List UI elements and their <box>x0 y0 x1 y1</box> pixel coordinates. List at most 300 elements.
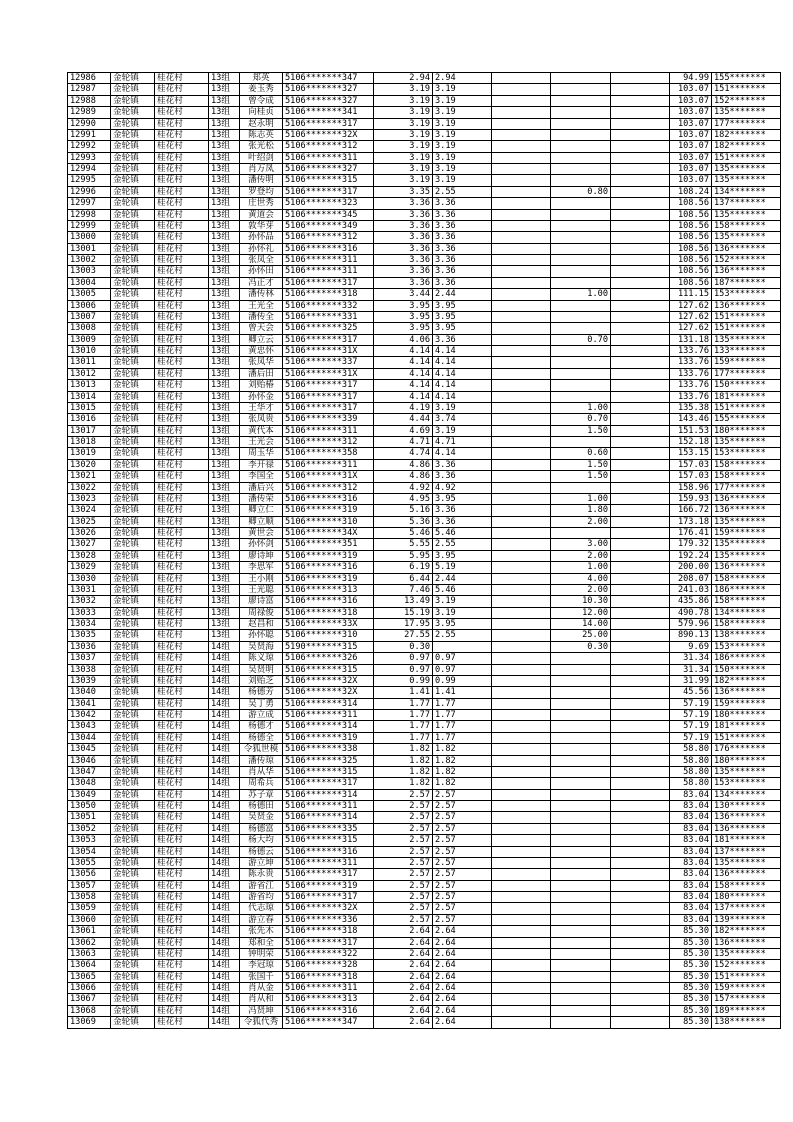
id-number-cell: 5106*******312 <box>283 482 374 493</box>
area-d-cell <box>611 664 670 675</box>
total-area-cell: 2.57 <box>374 857 433 868</box>
town-cell: 金轮镇 <box>111 675 155 686</box>
area-b-cell <box>492 607 551 618</box>
area-d-cell <box>611 857 670 868</box>
village-cell: 桂花村 <box>155 459 209 470</box>
phone-cell: 159******* <box>712 528 781 539</box>
table-row <box>68 573 781 584</box>
table-row <box>68 141 781 152</box>
name-cell: 肖从和 <box>240 994 283 1005</box>
group-cell: 13组 <box>209 243 240 254</box>
name-cell: 张国千 <box>240 971 283 982</box>
area-b-cell <box>492 380 551 391</box>
name-cell: 杨大均 <box>240 835 283 846</box>
group-cell: 13组 <box>209 448 240 459</box>
area-c-cell <box>551 960 611 971</box>
amount-cell: 103.07 <box>670 164 712 175</box>
phone-cell: 135******* <box>712 232 781 243</box>
name-cell: 王小刚 <box>240 573 283 584</box>
id-number-cell: 5106*******319 <box>283 880 374 891</box>
name-cell: 刘贻椿 <box>240 380 283 391</box>
row-number-cell: 13061 <box>68 926 111 937</box>
id-number-cell: 5106*******319 <box>283 505 374 516</box>
group-cell: 13组 <box>209 152 240 163</box>
town-cell: 金轮镇 <box>111 84 155 95</box>
id-number-cell: 5106*******358 <box>283 448 374 459</box>
name-cell: 黄忠怀 <box>240 346 283 357</box>
total-area-cell: 17.95 <box>374 619 433 630</box>
phone-cell: 157******* <box>712 994 781 1005</box>
name-cell: 李冠琼 <box>240 960 283 971</box>
group-cell: 14组 <box>209 744 240 755</box>
table-row <box>68 323 781 334</box>
phone-cell: 151******* <box>712 152 781 163</box>
group-cell: 13组 <box>209 607 240 618</box>
id-number-cell: 5106*******317 <box>283 937 374 948</box>
area-c-cell: 1.80 <box>551 505 611 516</box>
town-cell: 金轮镇 <box>111 641 155 652</box>
area-b-cell <box>492 152 551 163</box>
phone-cell: 182******* <box>712 129 781 140</box>
table-row <box>68 687 781 698</box>
total-area-cell: 3.36 <box>374 198 433 209</box>
area-b-cell <box>492 812 551 823</box>
area-c-cell <box>551 95 611 106</box>
area-d-cell <box>611 721 670 732</box>
area-c-cell <box>551 892 611 903</box>
name-cell: 周玉华 <box>240 448 283 459</box>
village-cell: 桂花村 <box>155 584 209 595</box>
town-cell: 金轮镇 <box>111 95 155 106</box>
row-number-cell: 13047 <box>68 766 111 777</box>
amount-cell: 135.38 <box>670 402 712 413</box>
table-row <box>68 471 781 482</box>
table-row <box>68 732 781 743</box>
area-b-cell <box>492 539 551 550</box>
name-cell: 潘传琼 <box>240 755 283 766</box>
name-cell: 杨德才 <box>240 721 283 732</box>
name-cell: 李思军 <box>240 562 283 573</box>
area-b-cell <box>492 266 551 277</box>
name-cell: 杨德云 <box>240 846 283 857</box>
village-cell: 桂花村 <box>155 539 209 550</box>
village-cell: 桂花村 <box>155 266 209 277</box>
amount-cell: 176.41 <box>670 528 712 539</box>
total-area-cell: 0.97 <box>374 664 433 675</box>
total-area-cell: 5.55 <box>374 539 433 550</box>
area-d-cell <box>611 346 670 357</box>
row-number-cell: 13044 <box>68 732 111 743</box>
total-area-cell: 3.36 <box>374 232 433 243</box>
group-cell: 14组 <box>209 903 240 914</box>
town-cell: 金轮镇 <box>111 960 155 971</box>
area-c-cell: 0.70 <box>551 334 611 345</box>
amount-cell: 241.03 <box>670 584 712 595</box>
phone-cell: 153******* <box>712 448 781 459</box>
town-cell: 金轮镇 <box>111 118 155 129</box>
area-d-cell <box>611 869 670 880</box>
phone-cell: 136******* <box>712 493 781 504</box>
phone-cell: 136******* <box>712 562 781 573</box>
village-cell: 桂花村 <box>155 357 209 368</box>
total-area-cell: 3.95 <box>374 300 433 311</box>
total-area-cell: 2.57 <box>374 880 433 891</box>
town-cell: 金轮镇 <box>111 994 155 1005</box>
group-cell: 13组 <box>209 516 240 527</box>
table-row <box>68 596 781 607</box>
total-area-cell: 3.36 <box>374 209 433 220</box>
amount-cell: 153.15 <box>670 448 712 459</box>
total-area-cell: 2.64 <box>374 1017 433 1028</box>
area-c-cell <box>551 243 611 254</box>
table-row <box>68 493 781 504</box>
group-cell: 14组 <box>209 823 240 834</box>
area-d-cell <box>611 1005 670 1016</box>
area-b-cell <box>492 186 551 197</box>
village-cell: 桂花村 <box>155 641 209 652</box>
area-a-cell: 0.99 <box>433 675 492 686</box>
town-cell: 金轮镇 <box>111 562 155 573</box>
town-cell: 金轮镇 <box>111 869 155 880</box>
town-cell: 金轮镇 <box>111 471 155 482</box>
name-cell: 张先木 <box>240 926 283 937</box>
name-cell: 郑和全 <box>240 937 283 948</box>
id-number-cell: 5106*******316 <box>283 1005 374 1016</box>
area-a-cell: 3.19 <box>433 164 492 175</box>
town-cell: 金轮镇 <box>111 664 155 675</box>
group-cell: 13组 <box>209 186 240 197</box>
area-a-cell: 2.64 <box>433 926 492 937</box>
village-cell: 桂花村 <box>155 528 209 539</box>
area-a-cell: 1.77 <box>433 698 492 709</box>
area-d-cell <box>611 584 670 595</box>
total-area-cell: 4.71 <box>374 437 433 448</box>
area-a-cell: 3.74 <box>433 414 492 425</box>
area-c-cell: 12.00 <box>551 607 611 618</box>
area-c-cell: 25.00 <box>551 630 611 641</box>
town-cell: 金轮镇 <box>111 732 155 743</box>
table-row <box>68 220 781 231</box>
area-a-cell: 3.19 <box>433 425 492 436</box>
group-cell: 14组 <box>209 960 240 971</box>
amount-cell: 151.53 <box>670 425 712 436</box>
row-number-cell: 13040 <box>68 687 111 698</box>
total-area-cell: 4.14 <box>374 346 433 357</box>
id-number-cell: 5106*******336 <box>283 914 374 925</box>
amount-cell: 85.30 <box>670 948 712 959</box>
row-number-cell: 13046 <box>68 755 111 766</box>
area-b-cell <box>492 766 551 777</box>
town-cell: 金轮镇 <box>111 482 155 493</box>
name-cell: 潘传荣 <box>240 493 283 504</box>
area-a-cell: 2.64 <box>433 960 492 971</box>
table-row <box>68 186 781 197</box>
area-d-cell <box>611 812 670 823</box>
id-number-cell: 5106*******310 <box>283 630 374 641</box>
town-cell: 金轮镇 <box>111 835 155 846</box>
table-row <box>68 425 781 436</box>
phone-cell: 135******* <box>712 107 781 118</box>
amount-cell: 31.99 <box>670 675 712 686</box>
id-number-cell: 5106*******311 <box>283 255 374 266</box>
amount-cell: 85.30 <box>670 971 712 982</box>
area-a-cell: 2.64 <box>433 1005 492 1016</box>
town-cell: 金轮镇 <box>111 937 155 948</box>
name-cell: 黄代本 <box>240 425 283 436</box>
amount-cell: 103.07 <box>670 84 712 95</box>
town-cell: 金轮镇 <box>111 209 155 220</box>
area-d-cell <box>611 516 670 527</box>
town-cell: 金轮镇 <box>111 539 155 550</box>
area-c-cell <box>551 812 611 823</box>
phone-cell: 155******* <box>712 414 781 425</box>
id-number-cell: 5106*******325 <box>283 755 374 766</box>
village-cell: 桂花村 <box>155 482 209 493</box>
town-cell: 金轮镇 <box>111 334 155 345</box>
area-b-cell <box>492 926 551 937</box>
area-a-cell: 3.95 <box>433 493 492 504</box>
phone-cell: 158******* <box>712 220 781 231</box>
table-row <box>68 789 781 800</box>
area-a-cell: 4.71 <box>433 437 492 448</box>
group-cell: 13组 <box>209 266 240 277</box>
town-cell: 金轮镇 <box>111 425 155 436</box>
area-b-cell <box>492 573 551 584</box>
name-cell: 王光聪 <box>240 584 283 595</box>
phone-cell: 135******* <box>712 539 781 550</box>
total-area-cell: 2.64 <box>374 926 433 937</box>
amount-cell: 192.24 <box>670 550 712 561</box>
name-cell: 赵昌和 <box>240 619 283 630</box>
amount-cell: 200.00 <box>670 562 712 573</box>
table-row <box>68 198 781 209</box>
group-cell: 14组 <box>209 721 240 732</box>
total-area-cell: 3.19 <box>374 152 433 163</box>
town-cell: 金轮镇 <box>111 596 155 607</box>
area-b-cell <box>492 209 551 220</box>
amount-cell: 94.99 <box>670 73 712 84</box>
table-row <box>68 801 781 812</box>
phone-cell: 159******* <box>712 983 781 994</box>
amount-cell: 103.07 <box>670 118 712 129</box>
table-row <box>68 1017 781 1028</box>
phone-cell: 150******* <box>712 664 781 675</box>
phone-cell: 136******* <box>712 266 781 277</box>
group-cell: 14组 <box>209 687 240 698</box>
row-number-cell: 13015 <box>68 402 111 413</box>
name-cell: 曾天会 <box>240 323 283 334</box>
phone-cell: 137******* <box>712 198 781 209</box>
row-number-cell: 13058 <box>68 892 111 903</box>
table-row <box>68 482 781 493</box>
area-b-cell <box>492 596 551 607</box>
area-b-cell <box>492 493 551 504</box>
area-d-cell <box>611 425 670 436</box>
area-b-cell <box>492 277 551 288</box>
total-area-cell: 27.55 <box>374 630 433 641</box>
name-cell: 周禄俊 <box>240 607 283 618</box>
area-b-cell <box>492 528 551 539</box>
table-row <box>68 437 781 448</box>
area-b-cell <box>492 73 551 84</box>
area-c-cell <box>551 755 611 766</box>
row-number-cell: 13002 <box>68 255 111 266</box>
area-c-cell <box>551 710 611 721</box>
area-d-cell <box>611 892 670 903</box>
area-b-cell <box>492 903 551 914</box>
phone-cell: 159******* <box>712 357 781 368</box>
area-c-cell <box>551 164 611 175</box>
area-d-cell <box>611 164 670 175</box>
table-row <box>68 926 781 937</box>
area-a-cell: 2.94 <box>433 73 492 84</box>
area-b-cell <box>492 732 551 743</box>
amount-cell: 85.30 <box>670 1017 712 1028</box>
village-cell: 桂花村 <box>155 630 209 641</box>
group-cell: 13组 <box>209 619 240 630</box>
row-number-cell: 13008 <box>68 323 111 334</box>
area-d-cell <box>611 243 670 254</box>
amount-cell: 158.96 <box>670 482 712 493</box>
village-cell: 桂花村 <box>155 505 209 516</box>
amount-cell: 85.30 <box>670 1005 712 1016</box>
group-cell: 14组 <box>209 835 240 846</box>
area-c-cell <box>551 266 611 277</box>
id-number-cell: 5106*******319 <box>283 732 374 743</box>
group-cell: 14组 <box>209 937 240 948</box>
group-cell: 13组 <box>209 323 240 334</box>
village-cell: 桂花村 <box>155 84 209 95</box>
row-number-cell: 13019 <box>68 448 111 459</box>
phone-cell: 159******* <box>712 698 781 709</box>
area-a-cell: 1.82 <box>433 755 492 766</box>
amount-cell: 83.04 <box>670 903 712 914</box>
village-cell: 桂花村 <box>155 175 209 186</box>
area-c-cell <box>551 971 611 982</box>
name-cell: 苏子章 <box>240 789 283 800</box>
table-row <box>68 641 781 652</box>
group-cell: 13组 <box>209 232 240 243</box>
village-cell: 桂花村 <box>155 346 209 357</box>
area-c-cell <box>551 391 611 402</box>
name-cell: 卿立云 <box>240 334 283 345</box>
table-row <box>68 505 781 516</box>
area-d-cell <box>611 562 670 573</box>
area-c-cell <box>551 380 611 391</box>
area-b-cell <box>492 584 551 595</box>
area-a-cell: 3.36 <box>433 198 492 209</box>
name-cell: 吴丁勇 <box>240 698 283 709</box>
row-number-cell: 13042 <box>68 710 111 721</box>
total-area-cell: 1.77 <box>374 721 433 732</box>
name-cell: 卿立顺 <box>240 516 283 527</box>
total-area-cell: 4.86 <box>374 471 433 482</box>
area-a-cell: 2.57 <box>433 835 492 846</box>
table-row <box>68 107 781 118</box>
town-cell: 金轮镇 <box>111 721 155 732</box>
area-c-cell <box>551 368 611 379</box>
id-number-cell: 5106*******311 <box>283 459 374 470</box>
amount-cell: 85.30 <box>670 983 712 994</box>
table-row <box>68 528 781 539</box>
total-area-cell: 2.57 <box>374 869 433 880</box>
total-area-cell: 4.92 <box>374 482 433 493</box>
area-d-cell <box>611 107 670 118</box>
amount-cell: 208.07 <box>670 573 712 584</box>
town-cell: 金轮镇 <box>111 107 155 118</box>
area-d-cell <box>611 732 670 743</box>
table-row <box>68 550 781 561</box>
area-b-cell <box>492 948 551 959</box>
area-a-cell: 2.57 <box>433 789 492 800</box>
name-cell: 王光会 <box>240 437 283 448</box>
group-cell: 13组 <box>209 209 240 220</box>
id-number-cell: 5106*******313 <box>283 994 374 1005</box>
phone-cell: 134******* <box>712 789 781 800</box>
area-b-cell <box>492 994 551 1005</box>
total-area-cell: 4.44 <box>374 414 433 425</box>
id-number-cell: 5106*******319 <box>283 573 374 584</box>
id-number-cell: 5106*******314 <box>283 789 374 800</box>
area-b-cell <box>492 334 551 345</box>
town-cell: 金轮镇 <box>111 710 155 721</box>
name-cell: 孙怀金 <box>240 391 283 402</box>
amount-cell: 9.69 <box>670 641 712 652</box>
amount-cell: 159.93 <box>670 493 712 504</box>
row-number-cell: 13027 <box>68 539 111 550</box>
row-number-cell: 13004 <box>68 277 111 288</box>
name-cell: 潘传全 <box>240 311 283 322</box>
town-cell: 金轮镇 <box>111 948 155 959</box>
amount-cell: 157.03 <box>670 459 712 470</box>
amount-cell: 31.34 <box>670 653 712 664</box>
area-d-cell <box>611 801 670 812</box>
id-number-cell: 5106*******327 <box>283 95 374 106</box>
table-row <box>68 619 781 630</box>
name-cell: 吴贤金 <box>240 812 283 823</box>
area-a-cell: 2.57 <box>433 812 492 823</box>
town-cell: 金轮镇 <box>111 823 155 834</box>
name-cell: 令狐世模 <box>240 744 283 755</box>
group-cell: 14组 <box>209 926 240 937</box>
area-b-cell <box>492 630 551 641</box>
name-cell: 赵永明 <box>240 118 283 129</box>
phone-cell: 151******* <box>712 971 781 982</box>
area-b-cell <box>492 232 551 243</box>
area-d-cell <box>611 437 670 448</box>
total-area-cell: 4.14 <box>374 368 433 379</box>
town-cell: 金轮镇 <box>111 402 155 413</box>
group-cell: 14组 <box>209 869 240 880</box>
area-a-cell: 4.14 <box>433 357 492 368</box>
total-area-cell: 4.06 <box>374 334 433 345</box>
area-c-cell <box>551 880 611 891</box>
village-cell: 桂花村 <box>155 311 209 322</box>
name-cell: 潘传明 <box>240 175 283 186</box>
row-number-cell: 13060 <box>68 914 111 925</box>
id-number-cell: 5106*******31X <box>283 346 374 357</box>
group-cell: 13组 <box>209 459 240 470</box>
table-body <box>68 73 781 1029</box>
table-row <box>68 983 781 994</box>
total-area-cell: 2.57 <box>374 801 433 812</box>
phone-cell: 151******* <box>712 402 781 413</box>
amount-cell: 152.18 <box>670 437 712 448</box>
phone-cell: 135******* <box>712 948 781 959</box>
amount-cell: 58.80 <box>670 744 712 755</box>
amount-cell: 83.04 <box>670 857 712 868</box>
name-cell: 潘后田 <box>240 368 283 379</box>
